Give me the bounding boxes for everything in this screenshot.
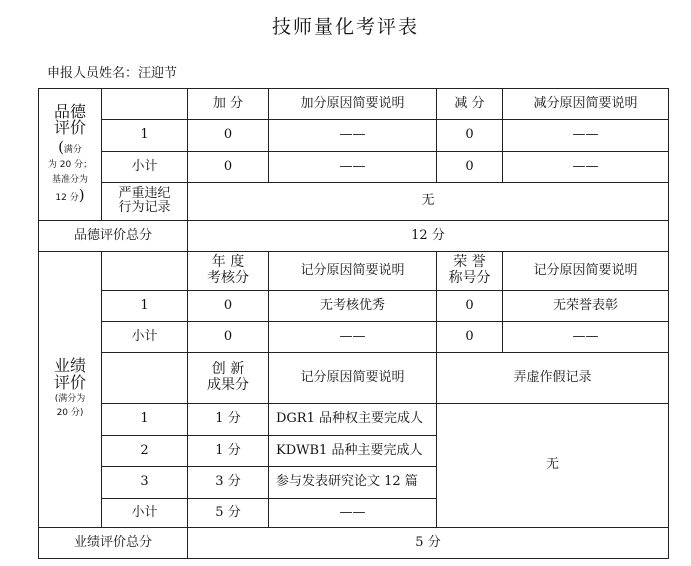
performance-total-value: 5 分 bbox=[188, 528, 669, 559]
moral-note-paren-open: ( bbox=[58, 138, 64, 157]
blank-header-cell bbox=[102, 89, 188, 120]
innovation-score: 1 分 bbox=[188, 436, 269, 467]
add-score: 0 bbox=[188, 120, 269, 152]
performance-label-line2: 评价 bbox=[53, 373, 86, 393]
row-label: 小计 bbox=[102, 322, 188, 353]
sub-score: 0 bbox=[437, 120, 503, 152]
moral-label-line2: 评价 bbox=[53, 118, 86, 138]
evaluation-table bbox=[38, 88, 669, 559]
sub-reason: —— bbox=[503, 120, 669, 152]
honor-score: 0 bbox=[437, 322, 503, 353]
innovation-score: 1 分 bbox=[188, 404, 269, 436]
row-label: 3 bbox=[102, 467, 188, 499]
row-label: 2 bbox=[102, 436, 188, 467]
header-innovation-reason: 记分原因简要说明 bbox=[269, 353, 437, 404]
row-label: 1 bbox=[102, 120, 188, 152]
innovation-reason: —— bbox=[269, 499, 437, 528]
annual-score: 0 bbox=[188, 322, 269, 353]
honor-reason: 无荣誉表彰 bbox=[503, 291, 669, 322]
applicant-name: 申报人员姓名：汪迎节 bbox=[47, 66, 178, 81]
header-add-reason: 加分原因简要说明 bbox=[269, 89, 437, 120]
blank-header-cell bbox=[102, 353, 188, 404]
add-reason: —— bbox=[269, 120, 437, 152]
header-honor-reason: 记分原因简要说明 bbox=[503, 252, 669, 291]
moral-note-1: 满分 bbox=[63, 145, 82, 156]
add-reason: —— bbox=[269, 152, 437, 183]
add-score: 0 bbox=[188, 152, 269, 183]
violation-value: 无 bbox=[188, 183, 669, 221]
innovation-score: 3 分 bbox=[188, 467, 269, 499]
row-label: 小计 bbox=[102, 499, 188, 528]
table-row bbox=[39, 404, 669, 436]
performance-note-1: (满分为 bbox=[54, 393, 86, 404]
performance-note-2: 20 分) bbox=[56, 408, 84, 419]
annual-reason: —— bbox=[269, 322, 437, 353]
table-row bbox=[39, 291, 669, 322]
moral-note-3: 基准分为 bbox=[51, 174, 88, 185]
moral-note-paren-close: ) bbox=[78, 186, 85, 205]
header-annual-reason: 记分原因简要说明 bbox=[269, 252, 437, 291]
performance-label-line1: 业绩 bbox=[53, 356, 86, 376]
page-title: 技师量化考评表 bbox=[271, 16, 419, 38]
header-sub: 减 分 bbox=[437, 89, 503, 120]
sub-score: 0 bbox=[437, 152, 503, 183]
innovation-reason: KDWB1 品种主要完成人 bbox=[269, 436, 437, 467]
honor-score: 0 bbox=[437, 291, 503, 322]
table-row bbox=[39, 120, 669, 152]
moral-note-4: 12 分 bbox=[55, 193, 79, 204]
performance-section-label bbox=[39, 252, 102, 528]
table-row bbox=[39, 152, 669, 183]
annual-score: 0 bbox=[188, 291, 269, 322]
violation-label: 严重违纪行为记录 bbox=[118, 185, 171, 216]
fraud-value: 无 bbox=[437, 404, 669, 528]
moral-note-2: 为 20 分； bbox=[47, 160, 93, 171]
row-label: 1 bbox=[102, 291, 188, 322]
innovation-score: 5 分 bbox=[188, 499, 269, 528]
header-fraud-record: 弄虚作假记录 bbox=[437, 353, 669, 404]
header-sub-reason: 减分原因简要说明 bbox=[503, 89, 669, 120]
table-row bbox=[39, 322, 669, 353]
header-innovation-score: 创 新 成果分 bbox=[207, 361, 249, 393]
row-label: 小计 bbox=[102, 152, 188, 183]
row-label: 1 bbox=[102, 404, 188, 436]
moral-section-label bbox=[39, 89, 102, 221]
header-honor-score: 荣 誉 称号分 bbox=[448, 254, 491, 286]
blank-header-cell bbox=[102, 252, 188, 291]
moral-label-line1: 品德 bbox=[53, 101, 86, 121]
sub-reason: —— bbox=[503, 152, 669, 183]
header-add: 加 分 bbox=[188, 89, 269, 120]
annual-reason: 无考核优秀 bbox=[269, 291, 437, 322]
moral-total-value: 12 分 bbox=[188, 221, 669, 252]
performance-total-label: 业绩评价总分 bbox=[39, 528, 188, 559]
innovation-reason: DGR1 品种权主要完成人 bbox=[269, 404, 437, 436]
innovation-reason: 参与发表研究论文 12 篇 bbox=[269, 467, 437, 499]
honor-reason: —— bbox=[503, 322, 669, 353]
header-annual-score: 年 度 考核分 bbox=[207, 254, 249, 286]
moral-total-label: 品德评价总分 bbox=[39, 221, 188, 252]
